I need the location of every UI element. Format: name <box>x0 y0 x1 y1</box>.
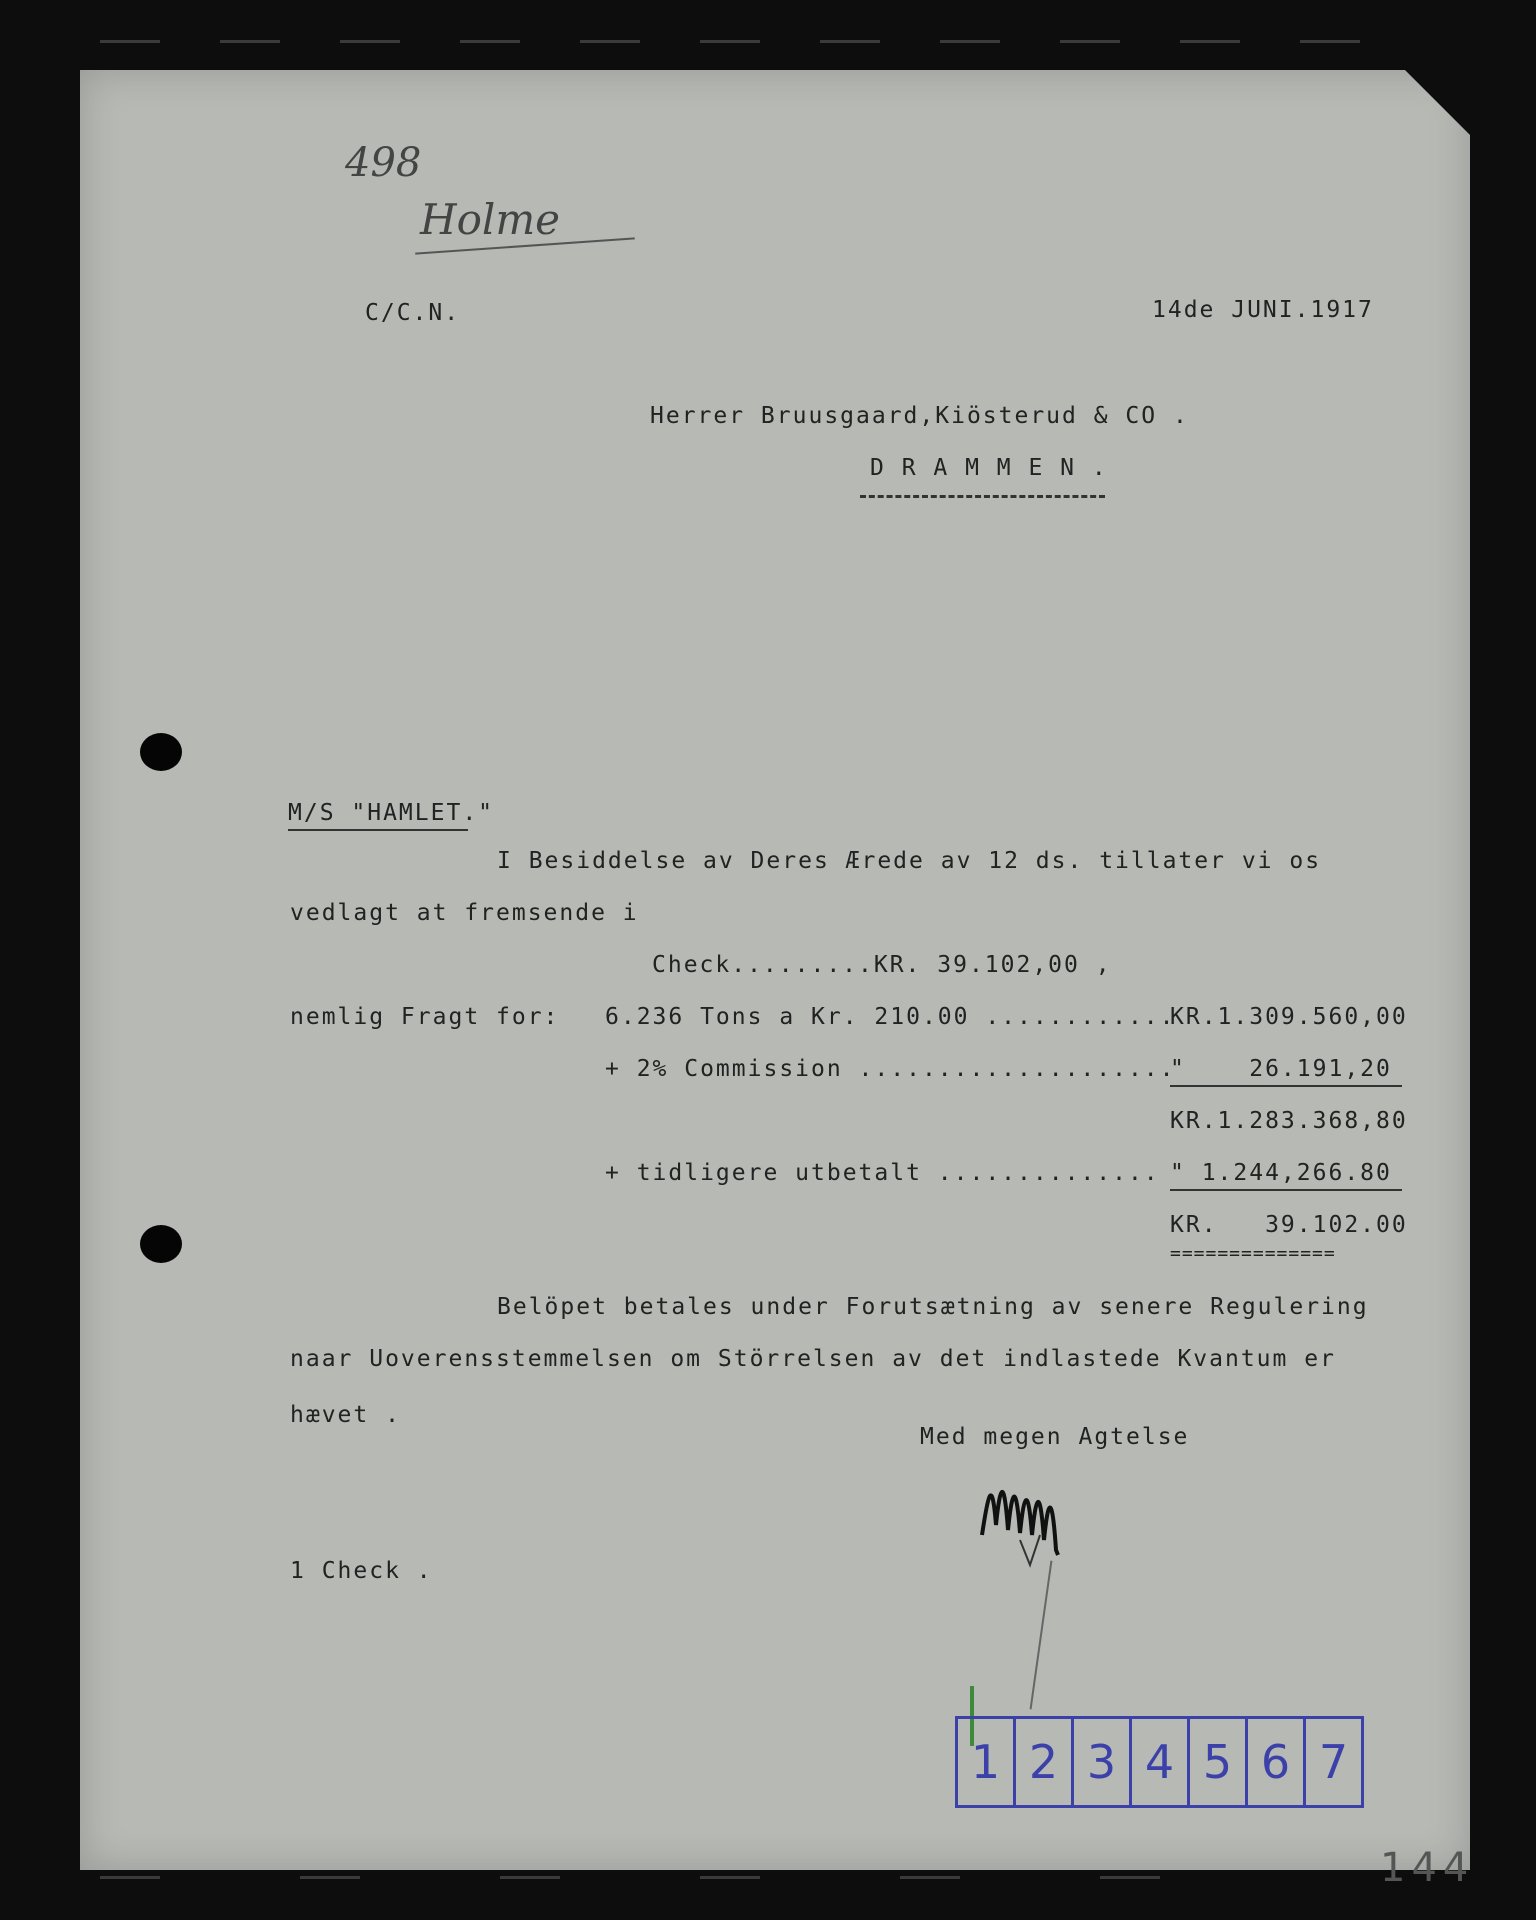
stamp-digit: 1 <box>958 1719 1016 1805</box>
letter-date: 14de JUNI.1917 <box>1152 297 1374 323</box>
handwritten-number: 498 <box>345 140 422 186</box>
freight-description: 6.236 Tons a Kr. 210.00 ............ <box>605 1004 1176 1030</box>
closing-line-2: naar Uoverensstemmelsen om Störrelsen av det indlastede Kvantum er <box>290 1346 1336 1372</box>
enclosure: 1 Check . <box>290 1558 433 1584</box>
check-amount-line: Check.........KR. 39.102,00 , <box>652 952 1112 978</box>
total-rule <box>1170 1189 1402 1191</box>
stamp-digit: 5 <box>1190 1719 1248 1805</box>
closing-line-3: hævet . <box>290 1402 401 1428</box>
total-amount: KR. 39.102.00 <box>1170 1212 1408 1238</box>
prior-payment-amount: " 1.244,266.80 <box>1170 1160 1392 1186</box>
stamp-digit: 6 <box>1248 1719 1306 1805</box>
signature <box>970 1455 1080 1585</box>
body-line-1: I Besiddelse av Deres Ærede av 12 ds. tillater vi os <box>497 848 1322 874</box>
commission-description: + 2% Commission .................... <box>605 1056 1176 1082</box>
recipient-city: D R A M M E N . <box>870 455 1108 481</box>
city-underline <box>860 495 1105 498</box>
subtotal-amount: KR.1.283.368,80 <box>1170 1108 1408 1134</box>
closing-line-1: Belöpet betales under Forutsætning av senere Regulering <box>497 1294 1369 1320</box>
stamp-digit: 3 <box>1074 1719 1132 1805</box>
punch-hole-top <box>140 733 182 771</box>
handwritten-name: Holme <box>420 195 561 244</box>
subtotal-rule <box>1170 1085 1402 1087</box>
subject-line: M/S "HAMLET." <box>288 800 495 826</box>
subject-underline <box>288 829 468 831</box>
freight-amount: KR.1.309.560,00 <box>1170 1004 1408 1030</box>
prior-payment-description: + tidligere utbetalt .............. <box>605 1160 1160 1186</box>
punch-hole-bottom <box>140 1225 182 1263</box>
number-stamp <box>955 1716 1364 1808</box>
greeting: Med megen Agtelse <box>920 1424 1190 1450</box>
archive-number: 144 <box>1380 1845 1475 1891</box>
total-double-rule: ============== <box>1170 1243 1336 1264</box>
stamp-digit: 4 <box>1132 1719 1190 1805</box>
body-line-2: vedlagt at fremsende i <box>290 900 639 926</box>
freight-label: nemlig Fragt for: <box>290 1004 560 1030</box>
stamp-digit: 2 <box>1016 1719 1074 1805</box>
commission-amount: " 26.191,20 <box>1170 1056 1392 1082</box>
reference-code: C/C.N. <box>365 300 461 326</box>
stamp-digit: 7 <box>1318 1735 1349 1789</box>
recipient-name: Herrer Bruusgaard,Kiösterud & CO . <box>650 403 1189 429</box>
